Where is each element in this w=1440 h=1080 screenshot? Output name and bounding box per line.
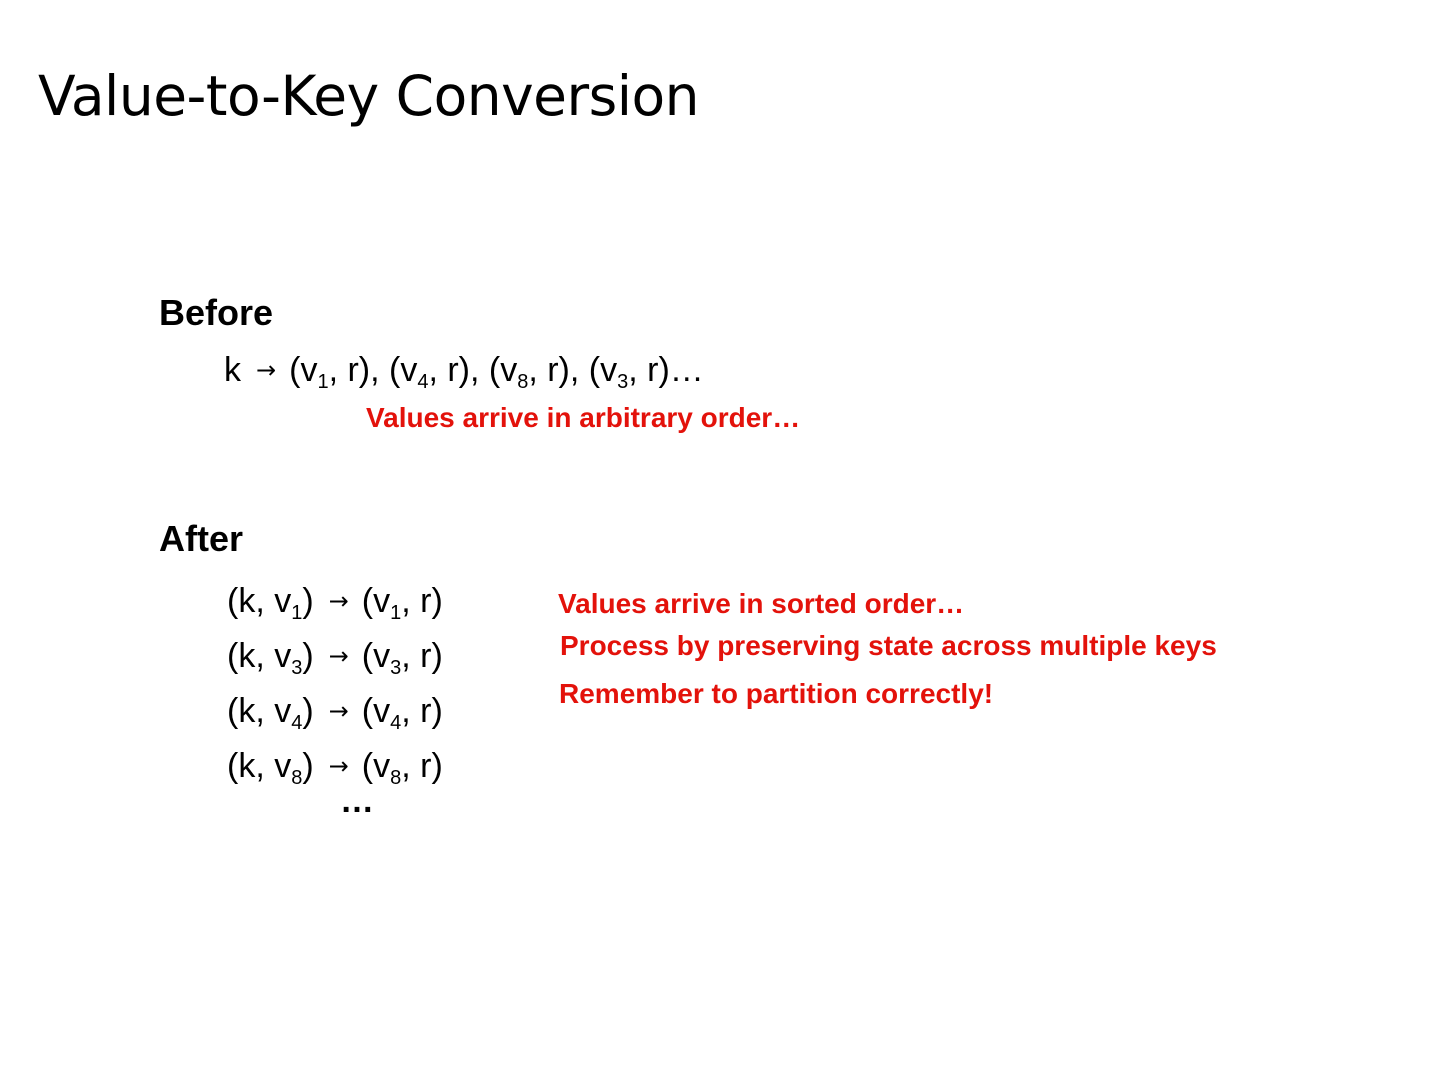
subscript: 1 (317, 371, 329, 393)
arrow-icon: → (328, 642, 349, 670)
before-mapping: $k \to (v_1$, r), ($v_4$, r), ($v_8$, r), ($v_3$, r)… (224, 351, 704, 393)
after-note-sorted: Values arrive in sorted order… (558, 588, 965, 619)
before-note: Values arrive in arbitrary order… (366, 402, 801, 433)
after-note-state: Process by preserving state across multiple keys (560, 630, 1217, 661)
subscript: 3 (617, 371, 629, 393)
arrow-icon: → (256, 356, 277, 384)
after-heading: After (159, 518, 244, 559)
value-v: v (300, 351, 318, 389)
before-heading: Before (159, 292, 274, 333)
arrow-icon: → (328, 697, 349, 725)
after-row: (k, $v_4) \to (v_4$, r) (227, 692, 443, 734)
value-v: v (400, 351, 418, 389)
pair-rest: , r), (428, 351, 489, 389)
pair-rest: , r), (328, 351, 389, 389)
subscript: 8 (517, 371, 529, 393)
subscript: 4 (291, 712, 303, 734)
ellipsis: … (340, 782, 376, 820)
slide-title: Value-to-Key Conversion (38, 64, 700, 128)
subscript: 3 (291, 657, 303, 679)
subscript: 3 (390, 657, 402, 679)
after-row: (k, $v_3) \to (v_3$, r) (227, 637, 443, 679)
subscript: 8 (291, 767, 303, 789)
subscript: 1 (390, 602, 402, 624)
after-row: (k, $v_1) \to (v_1$, r) (227, 582, 443, 624)
after-row: (k, $v_8) \to (v_8$, r) (227, 747, 443, 789)
subscript: 4 (417, 371, 429, 393)
arrow-icon: → (328, 587, 349, 615)
subscript: 4 (390, 712, 402, 734)
subscript: 1 (291, 602, 303, 624)
after-note-partition: Remember to partition correctly! (559, 678, 994, 709)
value-v: v (600, 351, 618, 389)
subscript: 8 (390, 767, 402, 789)
pair-rest: , r), (528, 351, 589, 389)
key-k: k (224, 351, 241, 389)
arrow-icon: → (328, 752, 349, 780)
value-v: v (500, 351, 518, 389)
pair-rest: , r)… (628, 351, 704, 389)
